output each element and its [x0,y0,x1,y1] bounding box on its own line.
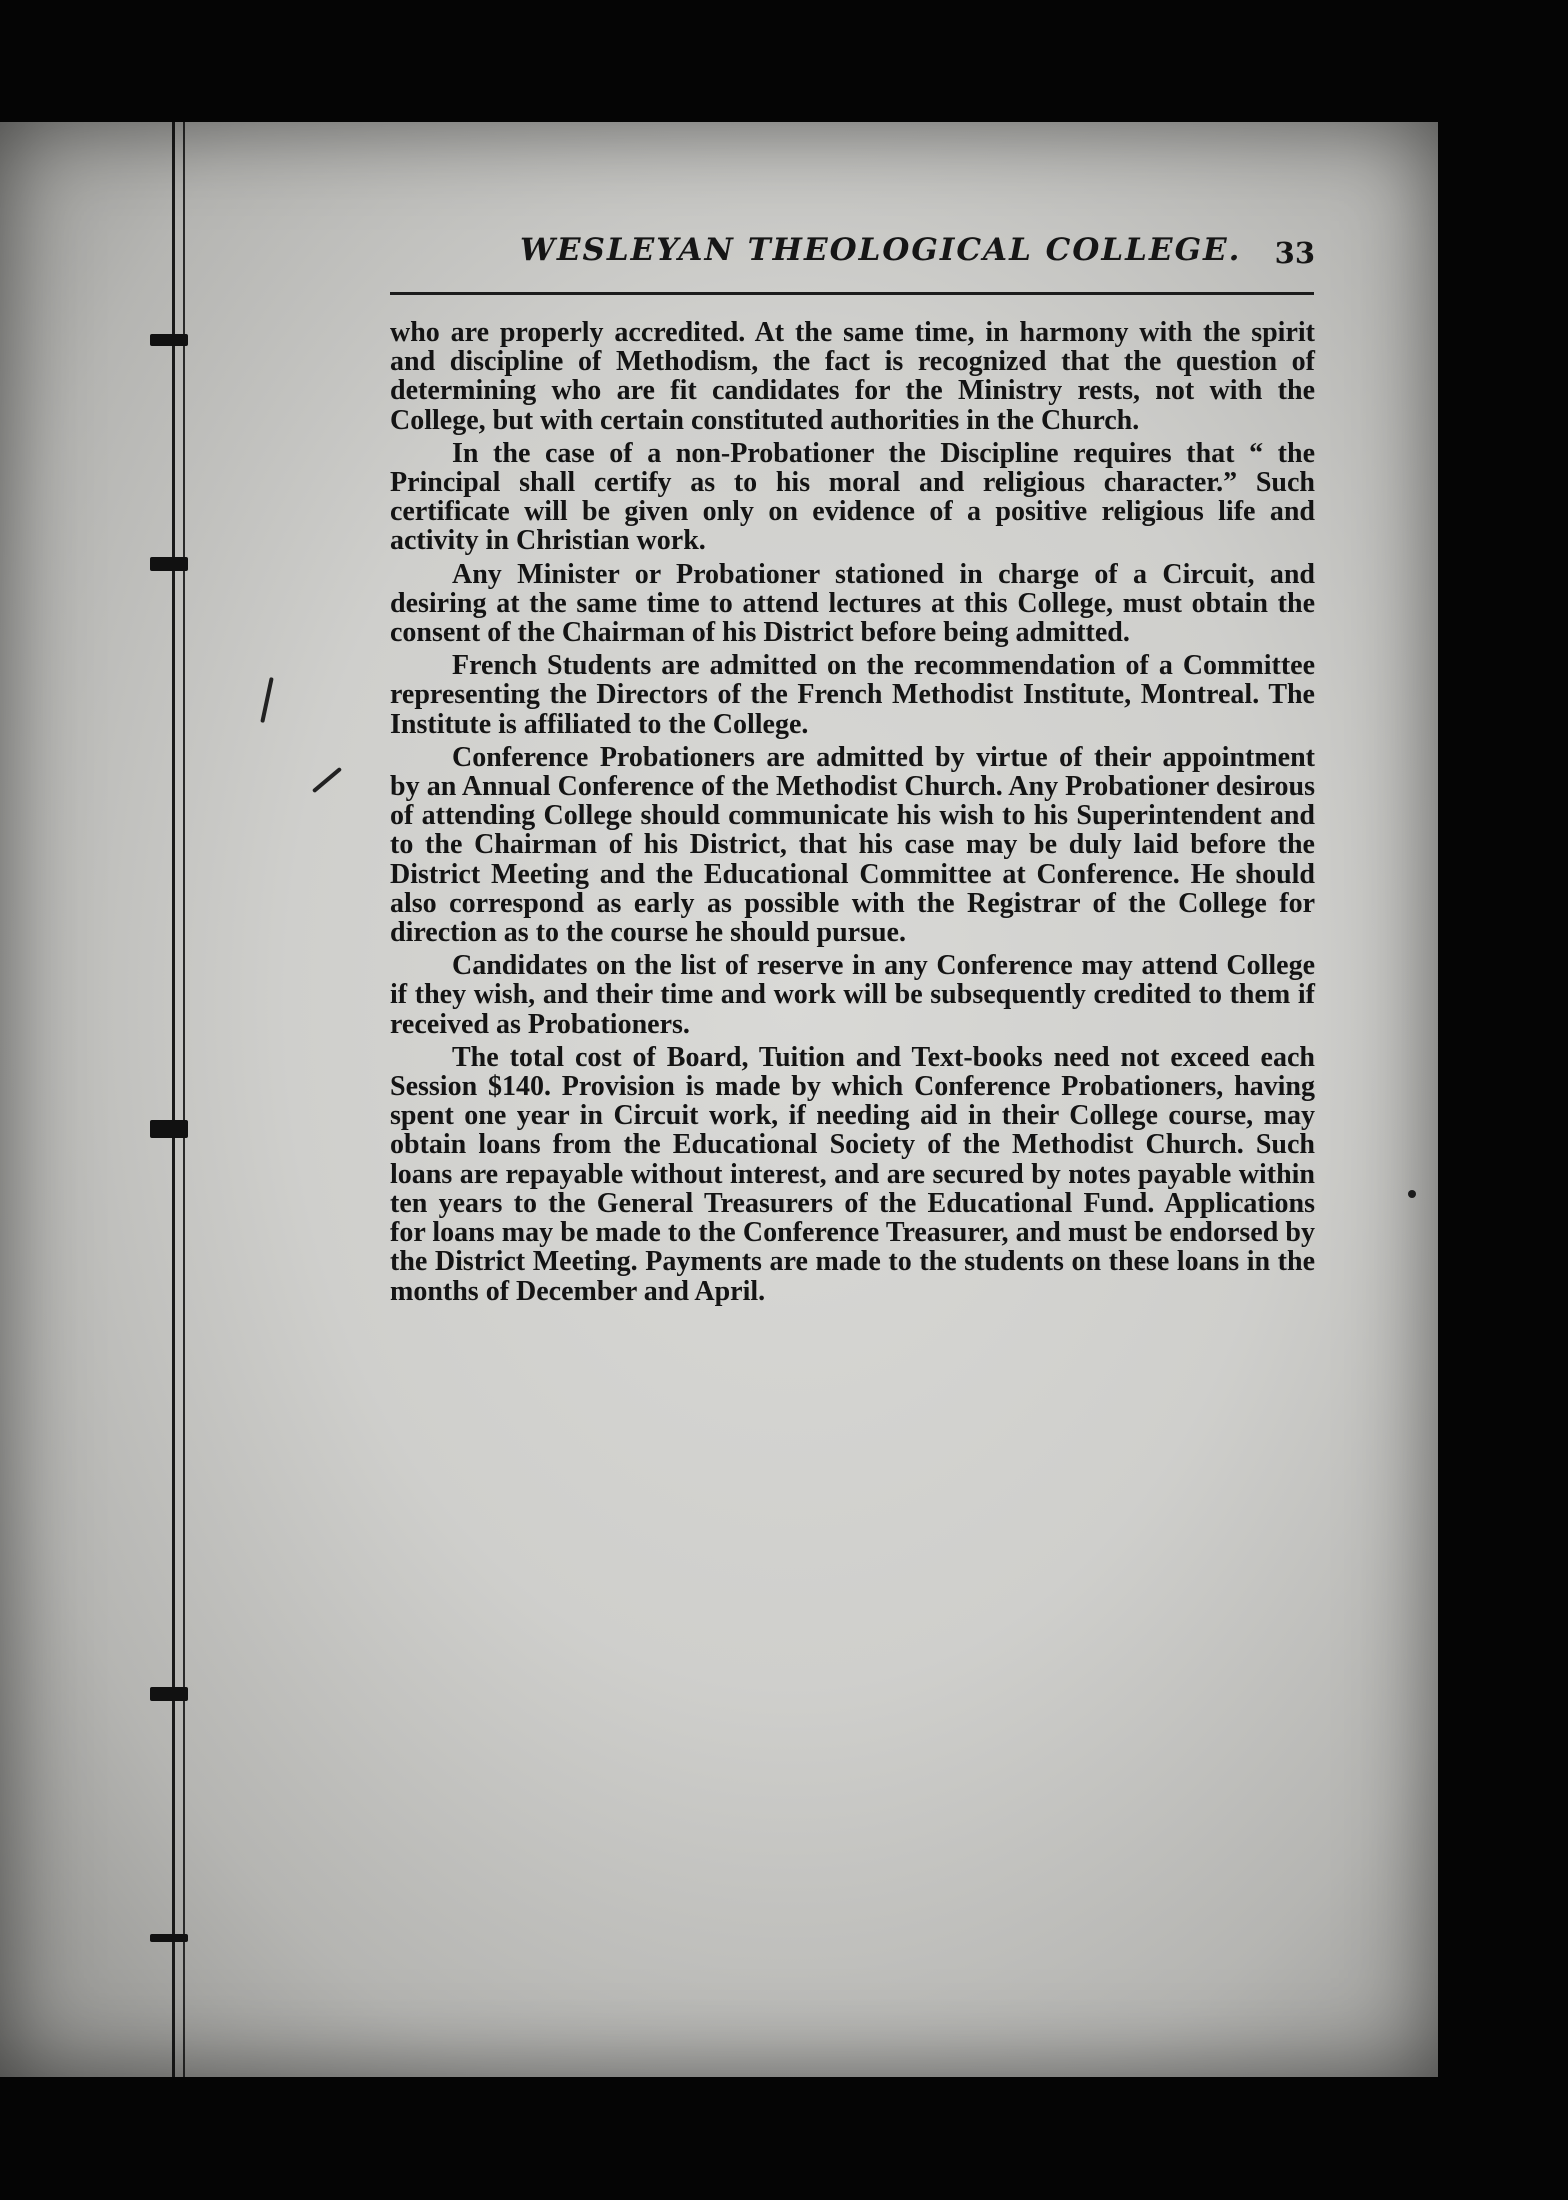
binding-stitch [150,557,188,571]
paragraph-non-probationer: In the case of a non-Probationer the Discipline requires that “ the Principal shall certify as to his moral and religious character.” Such certificate will be given only on evidence of a positive religious life and activity in Christian work. [390,437,1315,557]
header-rule [390,292,1314,295]
paragraph-french-students: French Students are admitted on the recommendation of a Committee representing the Directors of the French Methodist Institute, Montreal. The Institute is affiliated to the College. [390,650,1315,740]
binding-edge-line-inner [183,122,185,2077]
paragraph-minister-probationer: Any Minister or Probationer stationed in charge of a Circuit, and desiring at the same time to attend lectures at this College, must obtain the consent of the Chairman of his District before being admitted. [390,558,1315,649]
page-header [385,220,1315,280]
page-number: 33 [1274,236,1315,270]
paragraph-accreditation: who are properly accredited. At the same time, in harmony with the spirit and discipline of Methodism, the fact is recognized that the question of determining who are fit candidates for the Ministry rests, not with the College, but with certain constituted authorities in the Church. [390,317,1315,436]
binding-stitch [150,334,188,346]
binding-stitch [150,1687,188,1701]
binding-stitch [150,1934,188,1942]
paragraph-cost-and-loans: The total cost of Board, Tuition and Text-books need not exceed each Session $140. Provision is made by which Conference Probationers, having spent one year in Circuit work, if needing aid in their College course, may obtain loans from the Educational Society of the Methodist Church. Such loans are repayable without interest, and are secured by notes payable within ten years to the General Treasurers of the Educational Fund. Applications for loans may be made to the Conference Treasurer, and must be endorsed by the District Meeting. Payments are made to the students on these loans in the months of December and April. [390,1041,1315,1307]
body-text [390,318,1315,1310]
paragraph-reserve-candidates: Candidates on the list of reserve in any Conference may attend College if they wish, and their time and work will be subsequently credited to them if received as Probationers. [390,950,1315,1040]
paragraph-conference-probationers: Conference Probationers are admitted by virtue of their appointment by an Annual Conference of the Methodist Church. Any Probationer desirous of attending College should communicate his wish to his Superintendent and to the Chairman of his District, that his case may be duly laid before the District Meeting and the Educational Committee at Conference. He should also correspond as early as possible with the Registrar of the College for direction as to the course he should pursue. [390,741,1315,949]
ink-mark [312,767,342,793]
ink-mark [260,677,273,723]
binding-stitch [150,1120,188,1138]
binding-edge-line [172,122,175,2077]
ink-speck [1408,1190,1416,1198]
running-title: WESLEYAN THEOLOGICAL COLLEGE. [520,232,1242,268]
